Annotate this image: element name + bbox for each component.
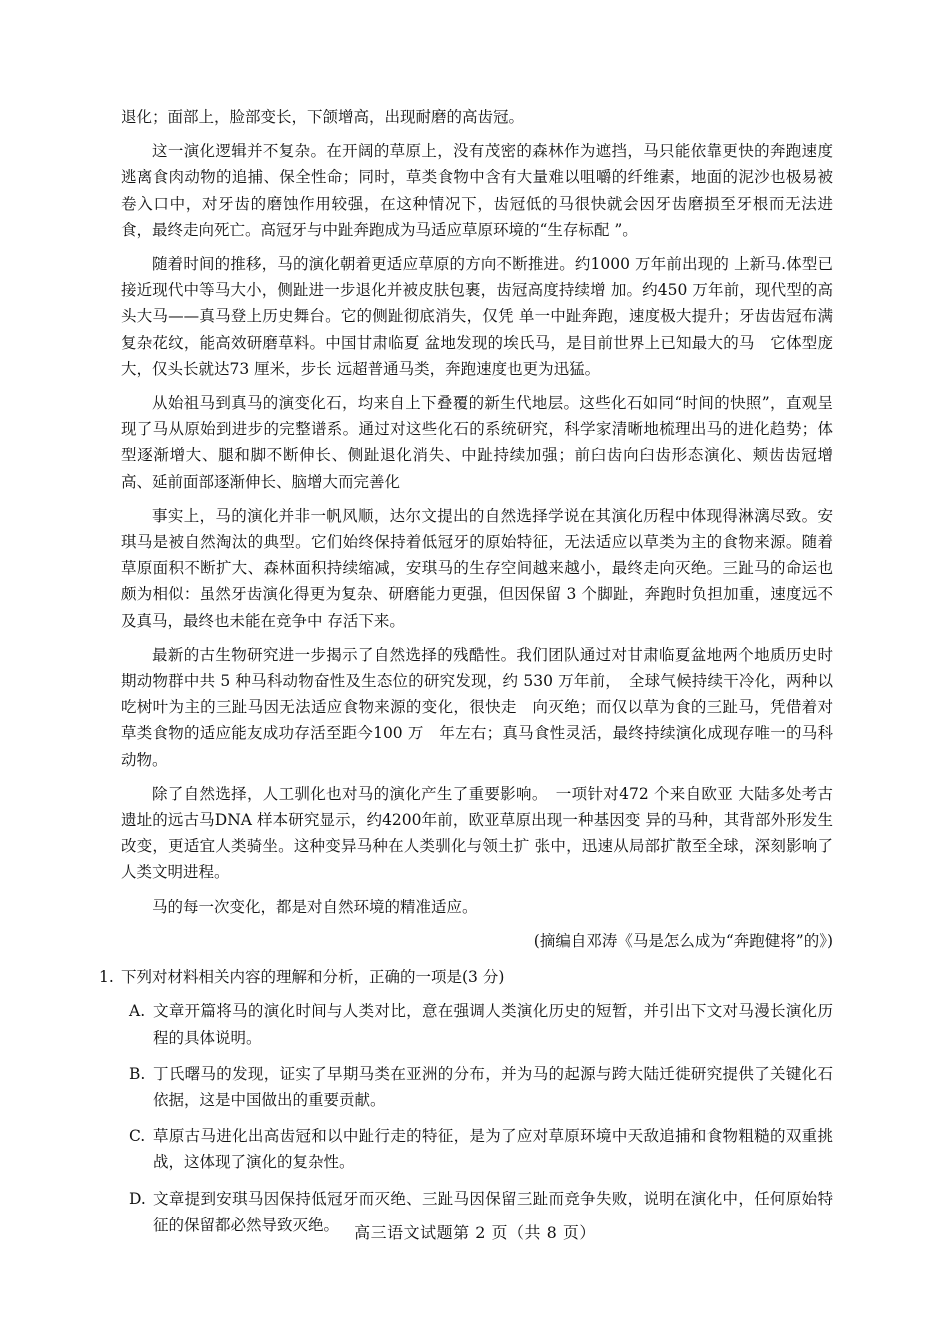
option-text: 文章提到安琪马因保持低冠牙而灭绝、三趾马因保留三趾而竞争失败，说明在演化中，任何原始特征的保留都必然导致灭绝。 — [153, 1189, 833, 1234]
question-text: 下列对材料相关内容的理解和分析，正确的一项是(3 分) — [121, 968, 505, 987]
paragraph-1: 退化；面部上，脸部变长，下颌增高，出现耐磨的高齿冠。 — [121, 108, 525, 126]
reading-passage — [99, 104, 833, 1248]
option-text: 草原古马进化出高齿冠和以中趾行走的特征，是为了应对草原环境中天敌追捕和食物粗糙的双重挑战，这体现了演化的复杂性。 — [153, 1127, 833, 1172]
question-number: 1. — [99, 968, 114, 987]
option-letter: C. — [129, 1127, 146, 1146]
paragraph-7: 除了自然选择，人工驯化也对马的演化产生了重要影响。 一项针对472 个来自欧亚 大陆多处考古遗址的远古马DNA 样本研究显示，约4200年前，欧亚草原出现一种基因变 异的马种，其背部外形发生改变，更适宜人类骑坐。这种变异马种在人类驯化与领土扩 张中，迅速从局部扩散至全球，深刻影响了人类文明进程。 — [121, 784, 833, 882]
option-a — [121, 998, 833, 1050]
paragraph-5: 事实上，马的演化并非一帆风顺，达尔文提出的自然选择学说在其演化历程中体现得淋漓尽致。安琪马是被自然淘汰的典型。它们始终保持着低冠牙的原始特征，无法适应以草类为主的食物来源。随着草原面积不断扩大、森林面积持续缩减，安琪马的生存空间越来越小，最终走向灭绝。三趾马的命运也颇为相似：虽然牙齿演化得更为复杂、研磨能力更强，但因保留 3 个脚趾，奔跑时负担加重，速度远不及真马，最终也未能在竞争中 存活下来。 — [121, 506, 833, 630]
option-text: 丁氏曙马的发现，证实了早期马类在亚洲的分布，并为马的起源与跨大陆迁徙研究提供了关键化石依据，这是中国做出的重要贡献。 — [153, 1064, 833, 1109]
paragraph-8: 马的每一次变化，都是对自然环境的精准适应。 — [152, 897, 478, 916]
option-b — [121, 1061, 833, 1113]
page-footer: 高三语文试题第 2 页（共 8 页） — [354, 1223, 596, 1242]
option-letter: A. — [129, 1002, 146, 1021]
paragraph-4: 从始祖马到真马的演变化石，均来自上下叠覆的新生代地层。这些化石如同“时间的快照”，直观呈现了马从原始到进步的完整谱系。通过对这些化石的系统研究，科学家清晰地梳理出马的进化趋势；体型逐渐增大、腿和脚不断伸长、侧趾退化消失、中趾持续加强；前臼齿向臼齿形态演化、颊齿齿冠增高、延前面部逐渐伸长、脑增大而完善化 — [121, 394, 833, 491]
option-text: 文章开篇将马的演化时间与人类对比，意在强调人类演化历史的短暂，并引出下文对马漫长演化历程的具体说明。 — [153, 1002, 833, 1047]
option-letter: B. — [129, 1064, 146, 1083]
option-letter: D. — [129, 1189, 146, 1208]
source-citation: (摘编自邓涛《马是怎么成为“奔跑健将”的》) — [533, 931, 833, 950]
paragraph-6: 最新的古生物研究进一步揭示了自然选择的残酷性。我们团队通过对甘肃临夏盆地两个地质历史时期动物群中共 5 种马科动物奋性及生态位的研究发现，约 530 万年前， 全球气候持续干冷化，两种以吃树叶为主的三趾马因无法适应食物来源的变化，很快走 向灭绝；而仅以草为食的三趾马，凭借着对草类食物的适应能友成功存活至距今100 万 年左右；真马食性灵活，最终持续演化成现存唯一的马科动物。 — [121, 645, 833, 769]
paragraph-2: 这一演化逻辑并不复杂。在开阔的草原上，没有茂密的森林作为遮挡，马只能依靠更快的奔跑速度逃离食肉动物的追捕、保全性命；同时，草类食物中含有大量难以咀嚼的纤维素，地面的泥沙也极易被卷入口中，对牙齿的磨蚀作用较强，在这种情况下，齿冠低的马很快就会因牙齿磨损至牙根而无法进食，最终走向死亡。高冠牙与中趾奔跑成为马适应草原环境的“生存标配 ”。 — [121, 142, 833, 239]
option-c — [121, 1123, 833, 1175]
question-1-stem — [99, 964, 833, 990]
paragraph-3: 随着时间的推移，马的演化朝着更适应草原的方向不断推进。约1000 万年前出现的 上新马.体型已接近现代中等马大小，侧趾进一步退化并被皮肤包裹，齿冠高度持续增 加。约450 万年前，现代型的高头大马——真马登上历史舞台。它的侧趾彻底消失，仅凭 单一中趾奔跑，速度极大提升；牙齿齿冠布满复杂花纹，能高效研磨草料。中国甘肃临夏 盆地发现的埃氏马，是目前世界上已知最大的马 它体型庞大，仅头长就达73 厘米，步长 远超普通马类，奔跑速度也更为迅猛。 — [121, 255, 833, 378]
